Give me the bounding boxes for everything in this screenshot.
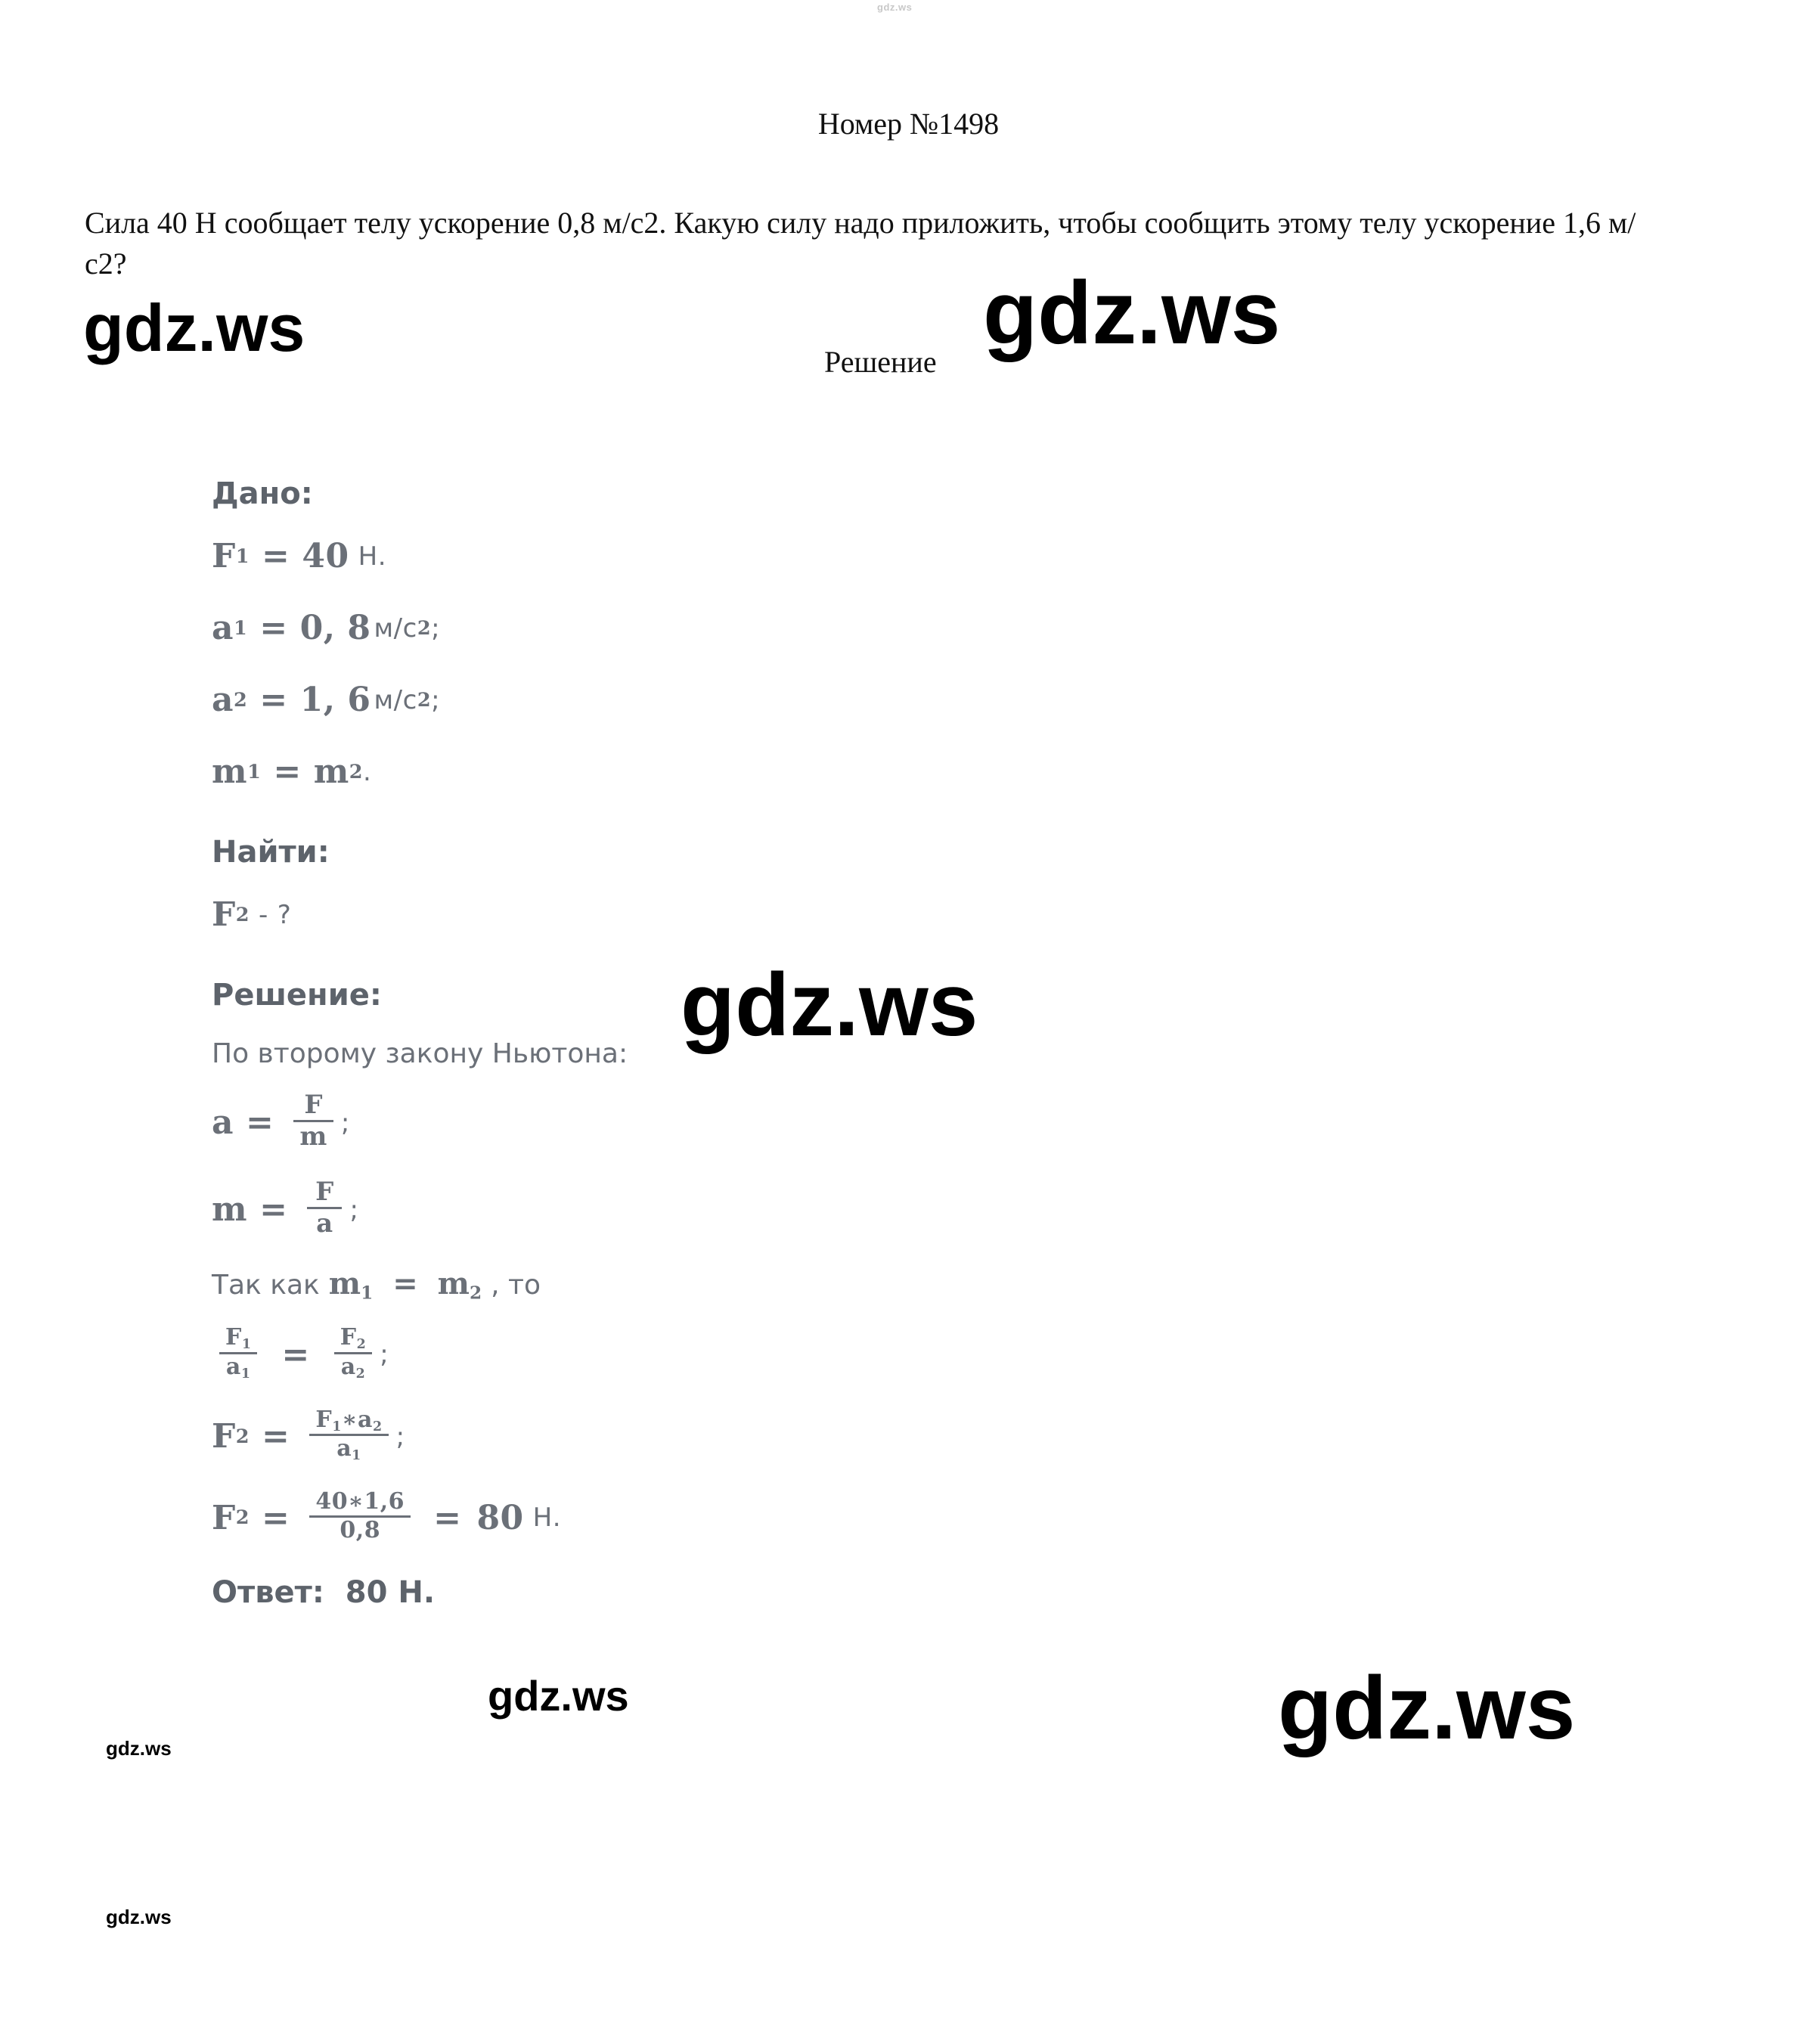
find-line <box>212 895 1346 934</box>
f2-value-unit: Н. <box>532 1503 562 1534</box>
f2-value-lhs: F <box>212 1498 236 1537</box>
formula-a-fraction <box>293 1090 333 1152</box>
given-a2-punct: ; <box>431 684 441 715</box>
given-m2-sub: 2 <box>349 760 364 783</box>
given-line-a2 <box>212 681 1346 719</box>
given-line-a1 <box>212 609 1346 647</box>
given-a1-lhs: a <box>212 609 234 647</box>
f2-value-sub: 2 <box>235 1506 250 1530</box>
ratio-left-fraction <box>219 1325 257 1382</box>
f2-formula-lhs: F <box>212 1417 236 1456</box>
given-a2-lhs: a <box>212 681 234 719</box>
given-a1-unit: м/с <box>374 613 417 644</box>
since-left-sub: 1 <box>361 1283 374 1304</box>
formula-a-denominator: m <box>299 1121 327 1152</box>
f2-value-den: 0,8 <box>340 1516 381 1543</box>
formula-m-denominator: a <box>316 1208 333 1239</box>
answer-label: Ответ: <box>212 1575 324 1611</box>
find-lhs: F <box>212 895 236 934</box>
formula-a <box>212 1092 1346 1153</box>
formula-a-punct: ; <box>340 1107 350 1138</box>
ratio-right-num: $F_2$ <box>340 1323 367 1352</box>
given-a1-rhs: 0, 8 <box>299 609 371 647</box>
formula-m-eq: = <box>259 1190 288 1230</box>
formula-m-numerator: F <box>315 1177 334 1208</box>
given-f1-eq: = <box>262 537 290 575</box>
f2-value-eq: = <box>262 1498 290 1537</box>
ratio-eq: = <box>281 1335 310 1374</box>
since-text-pre: Так как <box>212 1269 320 1301</box>
f2-formula-eq: = <box>262 1417 290 1456</box>
formula-m-fraction <box>307 1177 342 1239</box>
f2-value <box>212 1490 1346 1545</box>
answer-value: 80 Н. <box>345 1575 436 1611</box>
newton-law-text: По второму закону Ньютона: <box>212 1038 628 1069</box>
ratio-right-fraction <box>334 1325 372 1382</box>
given-line-f1 <box>212 537 1346 575</box>
formula-a-eq: = <box>246 1103 274 1143</box>
given-a1-sub: 1 <box>234 616 248 640</box>
formula-a-lhs: a <box>212 1103 234 1143</box>
watermark-large-2: gdz.ws <box>983 263 1281 363</box>
given-m-punct: . <box>363 756 372 787</box>
ratio-equation <box>212 1323 1346 1383</box>
given-a2-unit-sup: 2 <box>417 688 432 712</box>
given-m-eq: = <box>273 752 302 791</box>
watermark-large-3: gdz.ws <box>681 955 978 1055</box>
given-m1-lhs: m <box>212 752 248 791</box>
f2-formula-fraction <box>309 1407 388 1464</box>
formula-m <box>212 1179 1346 1240</box>
answer-line <box>212 1575 1346 1610</box>
watermark-large-1: gdz.ws <box>83 290 305 365</box>
given-a2-unit: м/с <box>374 684 417 715</box>
ratio-left-num: $F_1$ <box>225 1323 252 1352</box>
f2-value-num: 40∗1,6 <box>315 1488 405 1515</box>
given-a2-eq: = <box>259 681 288 719</box>
since-eq: = <box>392 1266 418 1302</box>
ratio-left-den: $a_1$ <box>225 1353 251 1382</box>
find-heading: Найти: <box>212 835 330 870</box>
solution-body <box>212 476 1346 1610</box>
problem-statement: Сила 40 Н сообщает телу ускорение 0,8 м/с2. Какую силу надо приложить, чтобы сообщить этому телу ускорение 1,6 м/с2? <box>85 206 1636 281</box>
f2-formula <box>212 1406 1346 1466</box>
watermark-large-4: gdz.ws <box>1278 1658 1576 1758</box>
given-m2-rhs: m <box>313 752 349 791</box>
given-a1-unit-sup: 2 <box>417 616 432 640</box>
since-right: m <box>437 1266 470 1302</box>
given-a1-punct: ; <box>431 613 441 644</box>
since-right-sub: 2 <box>469 1283 482 1304</box>
f2-value-result: 80 <box>476 1498 524 1537</box>
watermark-top: gdz.ws <box>877 2 913 13</box>
f2-value-eq2: = <box>433 1498 462 1537</box>
solve-heading: Решение: <box>212 978 382 1013</box>
watermark-small-2: gdz.ws <box>106 1906 172 1928</box>
given-a1-eq: = <box>259 609 288 647</box>
given-m1-sub: 1 <box>247 760 262 783</box>
since-text-post: , то <box>491 1269 541 1301</box>
formula-a-numerator: F <box>304 1090 323 1120</box>
given-f1-unit: Н. <box>358 541 386 572</box>
since-left: m <box>328 1266 361 1302</box>
f2-formula-den: $a_1$ <box>336 1435 361 1464</box>
formula-m-punct: ; <box>349 1194 359 1225</box>
given-f1-lhs: F <box>212 537 236 575</box>
given-f1-rhs: 40 <box>302 537 349 575</box>
given-a2-rhs: 1, 6 <box>299 681 371 719</box>
page-title: Номер №1498 <box>817 107 1000 141</box>
given-line-m <box>212 752 1346 791</box>
watermark-large-5: gdz.ws <box>488 1672 629 1720</box>
find-dash: - <box>259 899 268 930</box>
given-a2-sub: 2 <box>234 688 248 712</box>
solution-label: Решение <box>824 345 937 379</box>
f2-formula-num: $F_1∗a_2$ <box>315 1406 383 1435</box>
since-math <box>329 1266 482 1303</box>
given-heading: Дано: <box>212 476 313 511</box>
since-line <box>212 1266 1346 1303</box>
watermark-small-1: gdz.ws <box>106 1737 172 1760</box>
find-sub: 2 <box>235 903 250 926</box>
f2-value-fraction <box>309 1489 411 1543</box>
formula-m-lhs: m <box>212 1190 248 1230</box>
ratio-punct: ; <box>380 1339 389 1370</box>
find-question: ? <box>277 899 292 930</box>
ratio-right-den: $a_2$ <box>340 1353 366 1382</box>
f2-formula-punct: ; <box>395 1421 405 1452</box>
f2-formula-sub: 2 <box>235 1425 250 1448</box>
given-f1-sub: 1 <box>235 544 250 568</box>
